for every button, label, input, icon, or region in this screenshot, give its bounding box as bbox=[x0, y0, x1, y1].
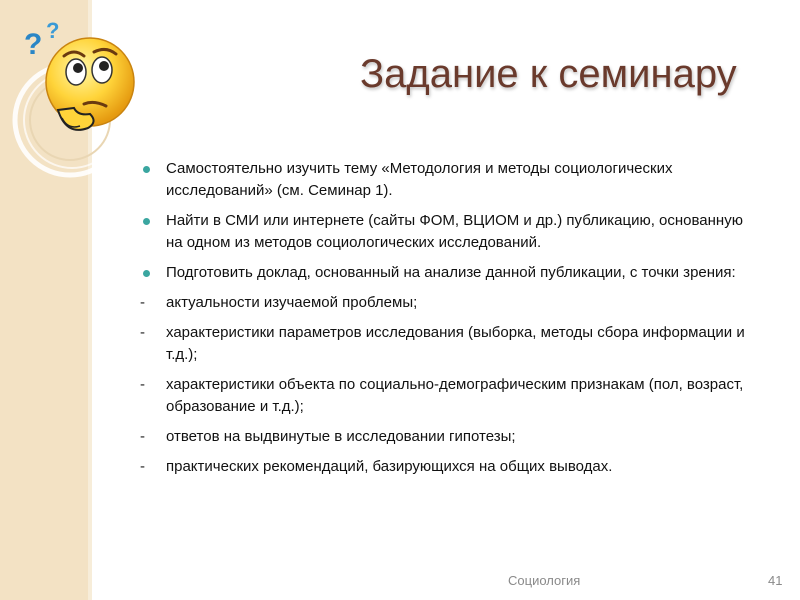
dash-marker: - bbox=[140, 294, 145, 311]
dash-marker: - bbox=[140, 324, 145, 341]
list-item bbox=[140, 456, 755, 478]
svg-text:?: ? bbox=[24, 28, 43, 61]
slide-title: Задание к семинару bbox=[360, 52, 737, 96]
list-item bbox=[140, 158, 755, 202]
footer-page-number: 41 bbox=[768, 573, 783, 588]
list-item-text: Найти в СМИ или интернете (сайты ФОМ, ВЦИОМ и др.) публикацию, основанную на одном из методов социологических исследований. bbox=[166, 212, 743, 251]
footer-subject: Социология bbox=[508, 573, 581, 588]
list-item-text: характеристики параметров исследования (выборка, методы сбора информации и т.д.); bbox=[166, 324, 745, 363]
list-item bbox=[140, 426, 755, 448]
thinking-emoji-icon bbox=[18, 18, 148, 148]
list-item-text: ответов на выдвинутые в исследовании гипотезы; bbox=[166, 428, 516, 445]
list-item-text: характеристики объекта по социально-демографическим признакам (пол, возраст, образование и т.д.); bbox=[166, 376, 744, 415]
slide-body bbox=[140, 158, 755, 486]
dash-marker: - bbox=[140, 376, 145, 393]
list-item bbox=[140, 262, 755, 284]
list-item-text: Подготовить доклад, основанный на анализе данной публикации, с точки зрения: bbox=[166, 264, 736, 281]
list-item-text: Самостоятельно изучить тему «Методология и методы социологических исследований» (см. Семинар 1). bbox=[166, 160, 673, 199]
list-item-text: практических рекомендаций, базирующихся на общих выводах. bbox=[166, 458, 613, 475]
question-marks-icon bbox=[24, 18, 59, 61]
list-item bbox=[140, 210, 755, 254]
list-item bbox=[140, 322, 755, 366]
list-item-text: актуальности изучаемой проблемы; bbox=[166, 294, 418, 311]
svg-text:?: ? bbox=[46, 18, 60, 43]
dash-marker: - bbox=[140, 458, 145, 475]
list-item bbox=[140, 292, 755, 314]
list-item bbox=[140, 374, 755, 418]
dash-marker: - bbox=[140, 428, 145, 445]
